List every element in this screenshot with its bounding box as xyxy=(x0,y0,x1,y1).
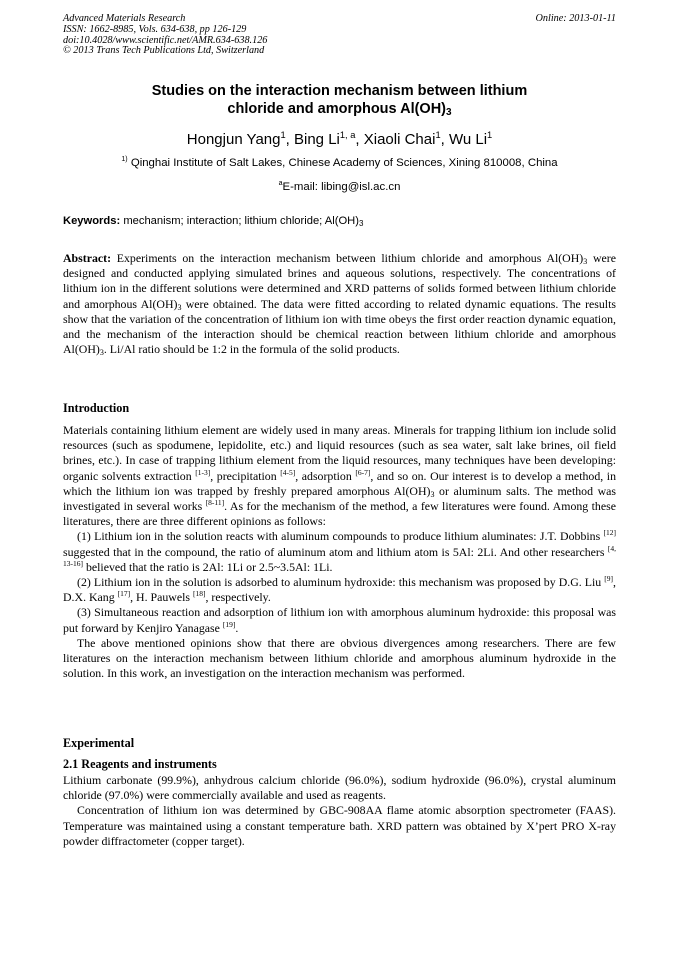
citation: [1-3] xyxy=(195,467,211,477)
citation: [4-5] xyxy=(280,467,296,477)
affiliation xyxy=(63,156,616,170)
citation: [18] xyxy=(192,589,206,599)
intro-paragraph-4 xyxy=(63,605,616,635)
journal-header xyxy=(63,14,616,57)
author-affil-mark: 1 xyxy=(280,130,286,140)
introduction-body xyxy=(63,423,616,681)
author-name: Bing Li xyxy=(294,131,340,148)
email-marker: a xyxy=(278,180,283,188)
abstract-text-3: were obtained. The data were fitted according to related dynamic equations. The results show that the variation of the concentration of lithium ion with time obeys the first order reaction dynamic equation, and the mechanism of the interaction should be chemical reaction between lithium chloride and amorphous Al(OH) xyxy=(63,296,616,357)
abstract-text-1: Experiments on the interaction mechanism between lithium chloride and amorphous Al(OH) xyxy=(116,251,584,265)
author-separator: , xyxy=(355,131,364,148)
title-line-1: Studies on the interaction mechanism between lithium xyxy=(151,83,528,99)
abstract-text-4: . Li/Al ratio should be 1:2 in the formula of the solid products. xyxy=(103,342,400,357)
affiliation-marker: 1) xyxy=(121,156,128,164)
author-affil-mark: 1 xyxy=(435,130,441,140)
keywords-label: Keywords: xyxy=(63,215,121,227)
abstract-label: Abstract: xyxy=(63,251,112,265)
paper-title xyxy=(63,82,616,118)
abstract-subscript: 3 xyxy=(177,302,182,312)
issn-line: ISSN: 1662-8985, Vols. 634-638, pp 126-129 xyxy=(63,23,247,35)
online-date: Online: 2013-01-11 xyxy=(535,13,616,24)
introduction-heading: Introduction xyxy=(63,401,130,415)
author-affil-mark: 1, a xyxy=(339,130,356,140)
abstract-subscript: 3 xyxy=(99,348,104,358)
abstract-subscript: 3 xyxy=(583,257,588,266)
author-list xyxy=(63,131,616,149)
intro-text: , H. Pauwels xyxy=(130,590,193,605)
intro-text: Materials containing lithium element are widely used in many areas. Minerals for trapping lithium ion include solid resources (such as spodumene, lepidolite, etc.) and liquid resources (such as sea water, salt lake brines, oil field brines, etc.). In case of trapping lithium element from the liquid resources, many techniques have been developing: organic solvents extraction xyxy=(63,423,616,483)
copyright-line: © 2013 Trans Tech Publications Ltd, Switzerland xyxy=(63,45,265,57)
doi-line: doi:10.4028/www.scientific.net/AMR.634-638.126 xyxy=(63,34,268,46)
citation: [9] xyxy=(604,574,614,584)
keywords xyxy=(63,214,616,228)
keywords-text: mechanism; interaction; lithium chloride; Al(OH) xyxy=(123,215,359,227)
author-separator: , xyxy=(285,131,294,148)
abstract-text-2: were designed and conducted applying simulated brines and aqueous solutions, respectively. The concentrations of lithium ion in the different solutions were determined and XRD patterns of solids formed between lithium chloride and amorphous Al(OH) xyxy=(63,251,616,311)
experimental-heading: Experimental xyxy=(63,736,135,750)
citation: [4, 13-16] xyxy=(63,543,616,568)
intro-paragraph-2 xyxy=(63,529,616,575)
intro-text: believed that the ratio is 2Al: 1Li or 2.5~3.5Al: 1Li. xyxy=(83,559,333,574)
experimental-paragraph-1: Lithium carbonate (99.9%), anhydrous calcium chloride (96.0%), sodium hydroxide (96.0%), crystal aluminum chloride (97.0%) were commercially available and used as reagents. xyxy=(63,773,616,803)
intro-text: suggested that in the compound, the ratio of aluminum atom and lithium atom is 5Al: 2Li. And other researchers xyxy=(63,544,608,559)
intro-paragraph-1 xyxy=(63,423,616,529)
intro-paragraph-3 xyxy=(63,575,616,605)
intro-text: , and so on. Our interest is to develop a method, in which the lithium ion was trapped by freshly prepared amorphous Al(OH) xyxy=(63,468,617,498)
author-separator: , xyxy=(440,131,449,148)
author-name: Wu Li xyxy=(448,131,488,148)
subscript: 3 xyxy=(430,489,435,499)
intro-text: , precipitation xyxy=(210,468,281,483)
author-name: Hongjun Yang xyxy=(186,131,281,148)
intro-text: , adsorption xyxy=(295,468,356,483)
reagents-heading: 2.1 Reagents and instruments xyxy=(63,757,217,771)
intro-text: (2) Lithium ion in the solution is adsorbed to aluminum hydroxide: this mechanism was proposed by D.G. Liu xyxy=(77,575,605,590)
intro-text: (1) Lithium ion in the solution reacts with aluminum compounds to produce lithium aluminates: J.T. Dobbins xyxy=(77,529,604,544)
intro-text: . As for the mechanism of the method, a few literatures were found. Among these literatures, there are three different opinions as follows: xyxy=(63,499,616,529)
title-line-2-text: chloride and amorphous Al(OH) xyxy=(227,101,447,117)
email-text: E-mail: libing@isl.ac.cn xyxy=(282,181,401,193)
citation: [19] xyxy=(222,619,236,629)
author-name: Xiaoli Chai xyxy=(363,131,436,148)
author-affil-mark: 1 xyxy=(487,130,493,140)
keywords-subscript: 3 xyxy=(358,219,364,228)
title-subscript: 3 xyxy=(446,107,452,118)
experimental-body xyxy=(63,773,616,849)
experimental-paragraph-2: Concentration of lithium ion was determined by GBC-908AA flame atomic absorption spectrometer (FAAS). Temperature was maintained using a constant temperature bath. XRD pattern was obtained by X’pert PRO X-ray powder diffractometer (copper target). xyxy=(63,803,616,848)
intro-text: or aluminum salts. The method was investigated in several works xyxy=(63,483,616,514)
citation: [12] xyxy=(603,528,616,538)
intro-text: . xyxy=(235,620,239,635)
citation: [6-7] xyxy=(355,467,371,477)
intro-text: (3) Simultaneous reaction and adsorption of lithium ion with amorphous aluminum hydroxide: this proposal was put forward by Kenjiro Yanagase xyxy=(63,605,616,635)
contact-email xyxy=(63,180,616,194)
citation: [17] xyxy=(117,589,131,599)
abstract xyxy=(63,251,616,357)
title-line-2 xyxy=(63,100,616,118)
journal-name: Advanced Materials Research xyxy=(63,13,186,24)
citation: [8-11] xyxy=(205,498,225,508)
intro-text: , respectively. xyxy=(205,590,271,605)
intro-text: , D.X. Kang xyxy=(63,575,616,605)
intro-paragraph-5: The above mentioned opinions show that there are obvious divergences among researchers. There are few literatures on the interaction mechanism between lithium chloride and amorphous aluminum hydroxide in the solution. In this work, an investigation on the interaction mechanism was performed. xyxy=(63,635,616,681)
affiliation-text: Qinghai Institute of Salt Lakes, Chinese Academy of Sciences, Xining 810008, China xyxy=(130,157,558,169)
